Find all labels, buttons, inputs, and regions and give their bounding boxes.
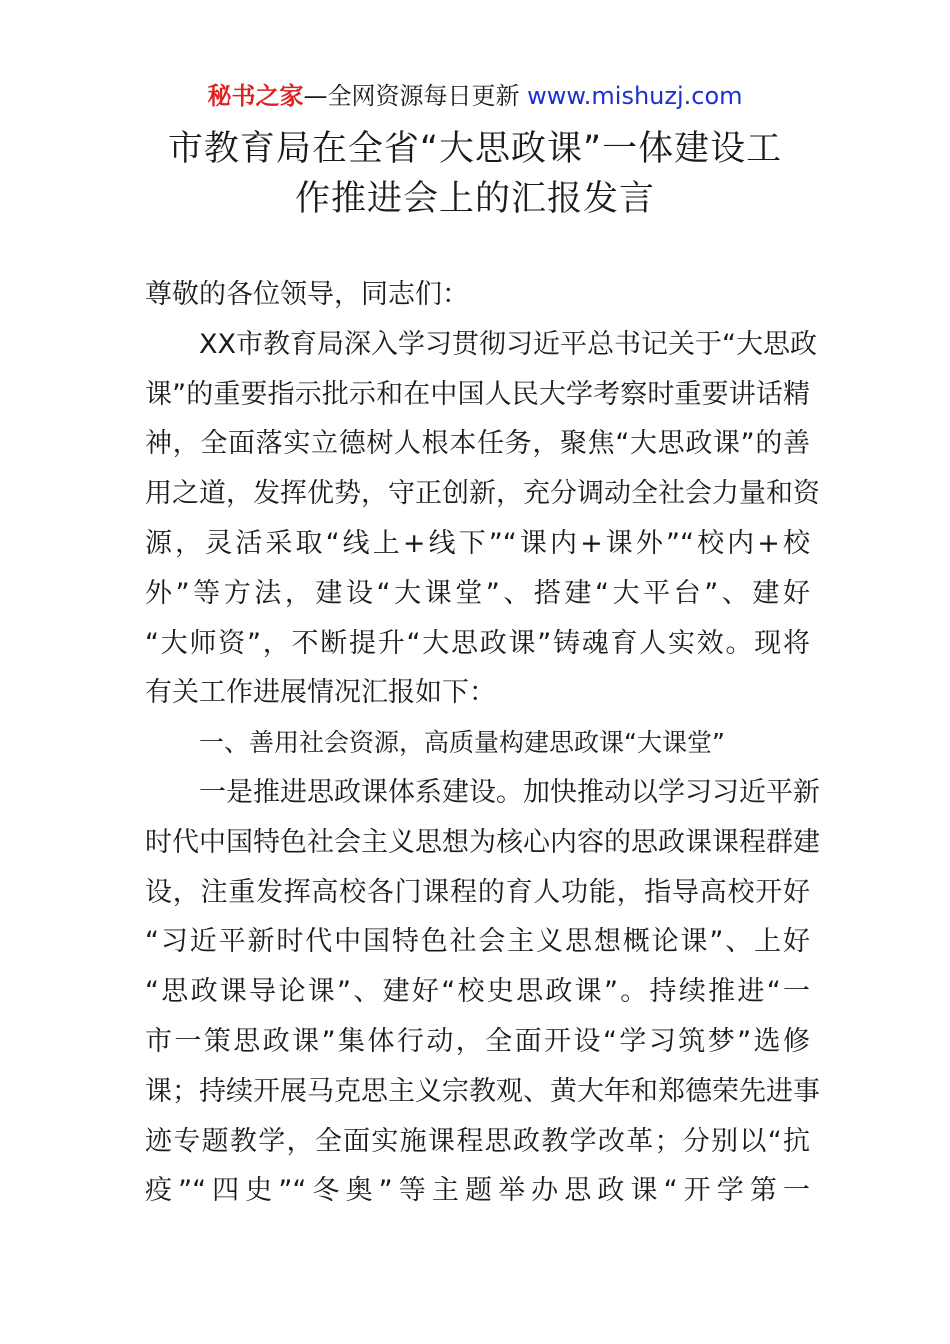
paragraph-line: 源，灵活采取“线上+线下”“课内+课外”“校内+校 <box>145 527 810 559</box>
paragraph-line: XX市教育局深入学习贯彻习近平总书记关于“大思政 <box>199 328 817 360</box>
title-line: 市教育局在全省“大思政课”一体建设工 <box>167 129 783 169</box>
paragraph-line: 神，全面落实立德树人根本任务，聚焦“大思政课”的善 <box>145 428 810 460</box>
paragraph-line: 时代中国特色社会主义思想为核心内容的思政课课程群建 <box>145 826 820 858</box>
site-url[interactable]: www.mishuzj.com <box>527 82 743 110</box>
document-body <box>145 270 820 1216</box>
title-line: 作推进会上的汇报发言 <box>294 179 655 219</box>
salutation: 尊敬的各位领导，同志们： <box>145 279 469 310</box>
paragraph-line: 一是推进思政课体系建设。加快推动以学习习近平新 <box>199 776 820 808</box>
paragraph-line: “大师资”，不断提升“大思政课”铸魂育人实效。现将 <box>145 627 810 659</box>
paragraph-line: 用之道，发挥优势，守正创新，充分调动全社会力量和资 <box>145 478 820 510</box>
paragraph-line: “习近平新时代中国特色社会主义思想概论课”、上好 <box>145 926 810 958</box>
header-tagline: —全网资源每日更新 <box>303 82 528 110</box>
paragraph-line: 有关工作进展情况汇报如下： <box>145 677 496 709</box>
paragraph-line: “思政课导论课”、建好“校史思政课”。持续推进“一 <box>145 976 810 1008</box>
paragraph-line: 市一策思政课”集体行动，全面开设“学习筑梦”选修 <box>145 1025 810 1057</box>
brand-name: 秘书之家 <box>207 82 304 110</box>
paragraph-line: 疫”“四史”“冬奥”等主题举办思政课“开学第一 <box>145 1175 810 1207</box>
document-title <box>120 124 830 224</box>
paragraph-line: 课”的重要指示批示和在中国人民大学考察时重要讲话精 <box>145 378 810 410</box>
paragraph-line: 设，注重发挥高校各门课程的育人功能，指导高校开好 <box>145 876 810 908</box>
section-heading: 一、善用社会资源，高质量构建思政课“大课堂” <box>199 728 725 758</box>
paragraph-line: 外”等方法，建设“大课堂”、搭建“大平台”、建好 <box>145 577 810 609</box>
site-header <box>0 80 950 112</box>
paragraph-line: 迹专题教学，全面实施课程思政教学改革；分别以“抗 <box>145 1125 810 1157</box>
paragraph-line: 课；持续开展马克思主义宗教观、黄大年和郑德荣先进事 <box>145 1075 820 1107</box>
